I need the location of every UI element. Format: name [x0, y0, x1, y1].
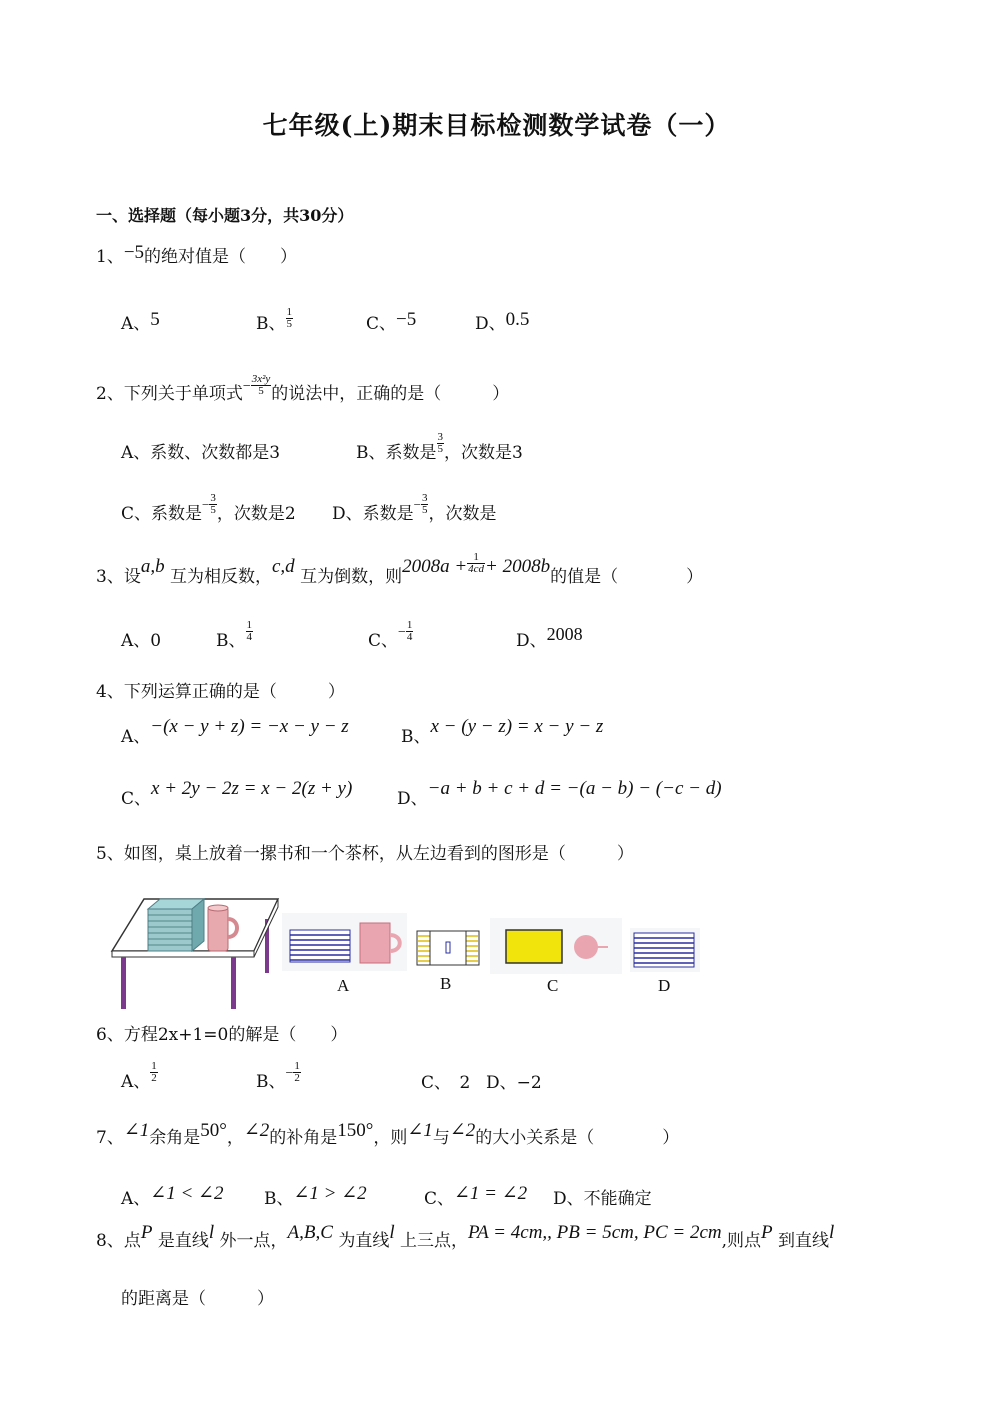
option-c-label: C [547, 976, 559, 995]
table-scene-figure [108, 895, 283, 1015]
q7-option-b: B、∠1 > ∠2 [264, 1183, 367, 1209]
option-b-label: B [440, 974, 452, 993]
q4-option-b: B、x − (y − z) = x − y − z [401, 716, 604, 747]
option-a-figure [282, 913, 407, 971]
q6-option-a: A、 $\frac{1}{2}$ [121, 1060, 157, 1092]
q2-monomial: $\frac{\text{3x²y}}{5}$ [251, 373, 271, 397]
q2-option-c: C、系数是− $\frac{3}{5}$ ，次数是2 [121, 492, 296, 524]
option-d-label: D [658, 976, 671, 995]
question-1 [96, 242, 297, 268]
question-4: 4、下列运算正确的是（ ） [96, 682, 345, 702]
question-8: 8、点P 是直线l 外一点，A,B,C 为直线l 上三点，PA = 4cm,, PB = 5cm, PC = 2cm,则点P 到直线l [96, 1222, 835, 1251]
option-d-figure [630, 928, 700, 972]
q2-option-b: B、系数是 $\frac{3}{5}$ ，次数是3 [356, 431, 523, 463]
question-7: 7、∠1余角是50°，∠2的补角是150°，则∠1与∠2的大小关系是（ ） [96, 1120, 680, 1148]
page-title: 七年级(上)期末目标检测数学试卷（一） [262, 111, 731, 140]
q4-option-c: C、x + 2y − 2z = x − 2(z + y) [121, 778, 353, 809]
question-5: 5、如图，桌上放着一摞书和一个茶杯，从左边看到的图形是（ ） [96, 844, 634, 864]
q3-option-a: A、0 [121, 631, 162, 651]
q1-text: 的绝对值是（ ） [144, 247, 298, 267]
q2-option-a: A、系数、次数都是3 [121, 443, 281, 463]
q1-number: 1、 [96, 247, 124, 267]
q1-option-d: D、0.5 [475, 309, 530, 334]
q3-option-d: D、2008 [516, 624, 583, 651]
q4-option-d: D、−a + b + c + d = −(a − b) − (−c − d) [397, 778, 722, 809]
q3-option-b: B、 $\frac{1}{4}$ [216, 619, 252, 651]
q6-option-d: D、−2 [486, 1073, 542, 1093]
q1-option-b: B、 $\frac{1}{5}$ [256, 306, 292, 334]
q6-option-b: B、− $\frac{1}{2}$ [256, 1060, 300, 1092]
option-b-figure [416, 928, 480, 968]
section-heading: 一、选择题（每小题3分，共30分） [96, 206, 354, 225]
q2-option-d: D、系数是− $\frac{3}{5}$ ，次数是 [332, 492, 497, 524]
q6-option-c: C、 2 [421, 1073, 471, 1093]
q1-option-a: A、5 [121, 309, 160, 334]
q8-line-2: 的距离是（ ） [121, 1289, 274, 1309]
q4-option-a: A、−(x − y + z) = −x − y − z [121, 716, 349, 747]
q1-b-fraction: $\frac{1}{5}$ [286, 306, 292, 330]
question-3: 3、设a,b 互为相反数，c,d 互为倒数，则2008a + $\frac{1}{4cd}$ + 2008b的值是（ ） [96, 551, 704, 587]
question-2: 2、下列关于单项式− $\frac{\text{3x²y}}{5}$ 的说法中，正确的是（ ） [96, 373, 510, 404]
question-6: 6、方程2x+1=0的解是（ ） [96, 1025, 348, 1045]
q7-option-d: D、不能确定 [553, 1189, 652, 1209]
option-a-label: A [337, 976, 350, 995]
q1-option-c: C、−5 [366, 309, 417, 334]
q1-expr: −5 [123, 242, 145, 263]
q7-option-a: A、∠1 < ∠2 [121, 1183, 224, 1209]
q3-option-c: C、− $\frac{1}{4}$ [368, 619, 413, 651]
option-c-figure [490, 918, 622, 974]
q7-option-c: C、∠1 = ∠2 [424, 1183, 528, 1209]
